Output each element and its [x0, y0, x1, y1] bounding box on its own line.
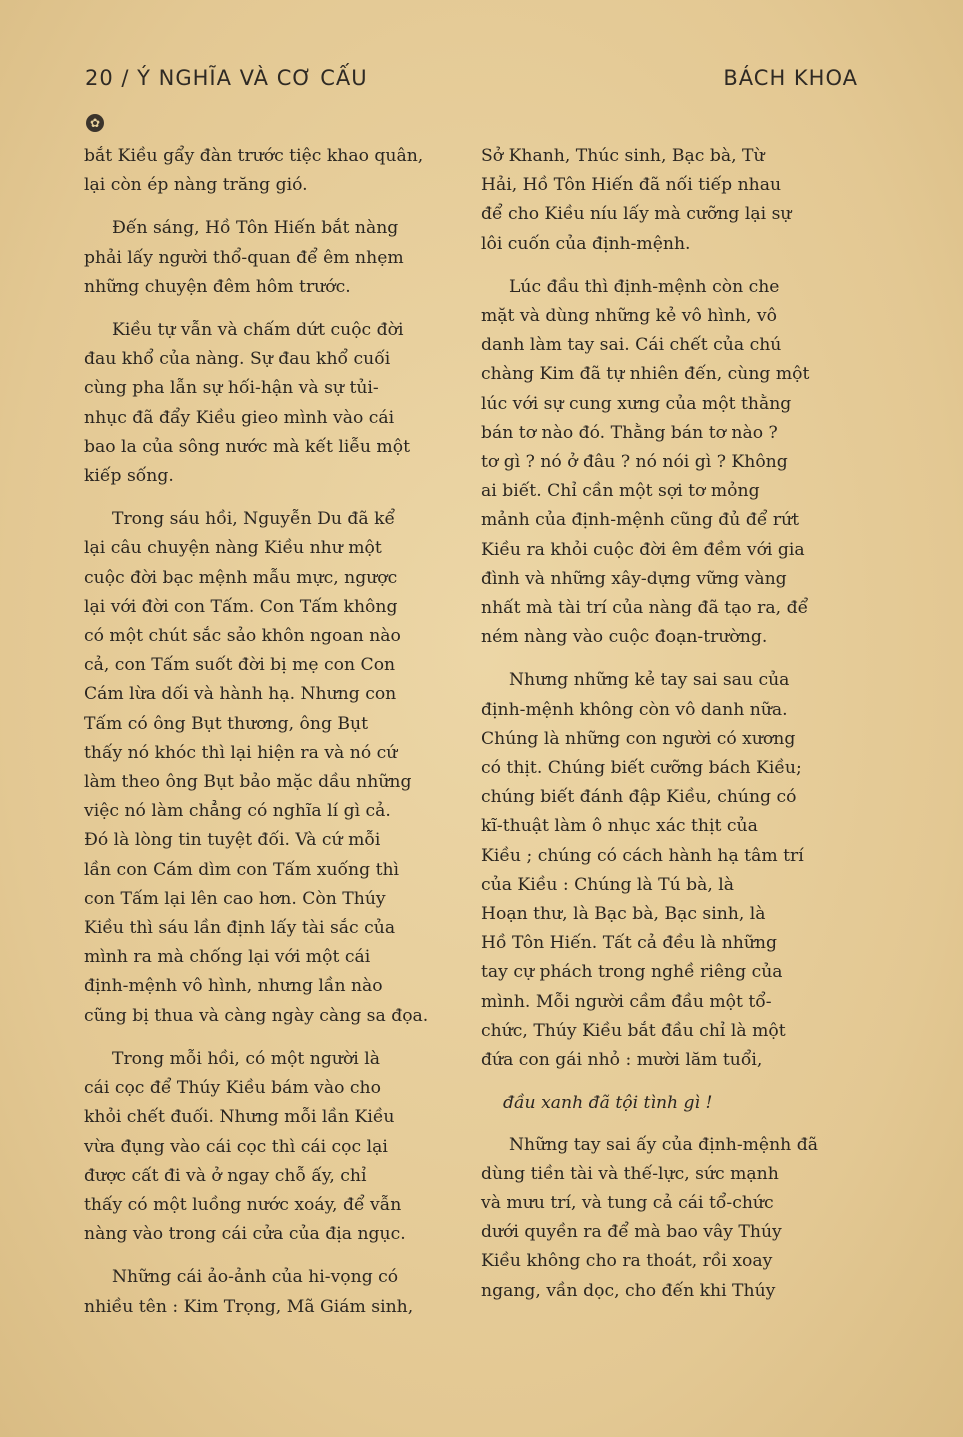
- text-line: Nhưng những kẻ tay sai sau của: [509, 670, 790, 691]
- text-line: tay cự phách trong nghề riêng của: [481, 962, 783, 983]
- text-line: Tấm có ông Bụt thương, ông Bụt: [84, 713, 369, 734]
- text-line: Lúc đầu thì định-mệnh còn che: [509, 276, 780, 297]
- text-line: đứa con gái nhỏ : mười lăm tuổi,: [481, 1050, 763, 1071]
- header-left-title: 20 / Ý NGHĨA VÀ CƠ CẤU: [85, 66, 368, 90]
- paragraph: [481, 1131, 853, 1306]
- header-right-title: BÁCH KHOA: [723, 66, 858, 90]
- paragraph: [481, 142, 853, 259]
- text-line: để cho Kiều níu lấy mà cưỡng lại sự: [481, 204, 792, 225]
- text-line: Những tay sai ấy của định-mệnh đã: [509, 1134, 818, 1155]
- paragraph: [84, 214, 456, 302]
- text-line: và mưu trí, và tung cả cái tổ-chức: [481, 1192, 774, 1213]
- text-line: Đến sáng, Hồ Tôn Hiến bắt nàng: [112, 218, 399, 239]
- text-line: của Kiều : Chúng là Tú bà, là: [481, 874, 735, 895]
- text-line: Trong mỗi hồi, có một người là: [112, 1048, 380, 1069]
- text-line: tơ gì ? nó ở đâu ? nó nói gì ? Không: [481, 452, 788, 473]
- text-line: nhất mà tài trí của nàng đã tạo ra, để: [481, 598, 809, 619]
- text-line: Chúng là những con người có xương: [481, 728, 796, 749]
- quote-line: [481, 1089, 853, 1118]
- text-line: bắt Kiều gẩy đàn trước tiệc khao quân,: [84, 146, 424, 166]
- left-column: [84, 142, 456, 1336]
- text-line: cả, con Tấm suốt đời bị mẹ con Con: [84, 655, 396, 676]
- text-line: Kiều ; chúng có cách hành hạ tâm trí: [481, 845, 804, 866]
- text-line: Kiều ra khỏi cuộc đời êm đềm với gia: [481, 539, 805, 560]
- running-header: [85, 66, 858, 90]
- text-line: lúc với sự cung xưng của một thằng: [481, 393, 792, 414]
- text-line: khỏi chết đuối. Nhưng mỗi lần Kiều: [84, 1107, 395, 1128]
- text-line: Hải, Hồ Tôn Hiến đã nối tiếp nhau: [481, 175, 782, 196]
- text-line: Trong sáu hồi, Nguyễn Du đã kể: [112, 509, 396, 530]
- text-line: cũng bị thua và càng ngày càng sa đọa.: [84, 1005, 429, 1026]
- text-line: danh làm tay sai. Cái chết của chú: [481, 335, 782, 356]
- text-line: đình và những xây-dựng vững vàng: [481, 568, 787, 589]
- text-line: nàng vào trong cái cửa của địa ngục.: [84, 1224, 406, 1245]
- paragraph: [481, 666, 853, 1075]
- text-line: cái cọc để Thúy Kiều bám vào cho: [84, 1078, 381, 1099]
- paragraph: [84, 1045, 456, 1249]
- text-line: lại còn ép nàng trăng gió.: [84, 175, 308, 196]
- text-line: cùng pha lẫn sự hối-hận và sự tủi-: [84, 378, 379, 399]
- text-line: thấy có một luồng nước xoáy, để vẫn: [84, 1194, 402, 1215]
- text-line: phải lấy người thổ-quan để êm nhẹm: [84, 247, 404, 268]
- text-line: thấy nó khóc thì lại hiện ra và nó cứ: [84, 742, 398, 763]
- text-line: ngang, vần dọc, cho đến khi Thúy: [481, 1280, 776, 1301]
- text-line: kĩ-thuật làm ô nhục xác thịt của: [481, 816, 758, 837]
- text-line: lần con Cám dìm con Tấm xuống thì: [84, 859, 400, 880]
- text-line: vừa đụng vào cái cọc thì cái cọc lại: [84, 1136, 388, 1157]
- paragraph: [481, 273, 853, 653]
- text-line: được cất đi và ở ngay chỗ ấy, chỉ: [84, 1165, 367, 1186]
- text-line: định-mệnh vô hình, nhưng lần nào: [84, 976, 383, 997]
- text-line: mặt và dùng những kẻ vô hình, vô: [481, 306, 777, 327]
- text-line: mình. Mỗi người cầm đầu một tổ-: [481, 991, 772, 1012]
- text-line: kiếp sống.: [84, 466, 174, 487]
- text-line: Kiều không cho ra thoát, rồi xoay: [481, 1251, 773, 1272]
- right-column: [481, 142, 853, 1320]
- text-line: Hoạn thư, là Bạc bà, Bạc sinh, là: [481, 904, 766, 925]
- text-line: Kiều tự vẫn và chấm dứt cuộc đời: [112, 320, 404, 341]
- text-line: ai biết. Chỉ cần một sợi tơ mỏng: [481, 481, 760, 502]
- text-line: mảnh của định-mệnh cũng đủ để rứt: [481, 510, 800, 531]
- text-line: cuộc đời bạc mệnh mẫu mực, ngược: [84, 567, 398, 588]
- text-line: lại câu chuyện nàng Kiều như một: [84, 538, 382, 559]
- text-line: đau khổ của nàng. Sự đau khổ cuối: [84, 349, 391, 370]
- text-line: Đó là lòng tin tuyệt đối. Và cứ mỗi: [84, 830, 381, 851]
- text-line: chúng biết đánh đập Kiều, chúng có: [481, 787, 797, 808]
- text-line: đầu xanh đã tội tình gì !: [503, 1093, 713, 1114]
- text-line: chức, Thúy Kiều bắt đầu chỉ là một: [481, 1020, 786, 1041]
- paragraph: [84, 316, 456, 491]
- paragraph: [84, 1263, 456, 1321]
- text-line: định-mệnh không còn vô danh nữa.: [481, 699, 788, 720]
- text-line: mình ra mà chống lại với một cái: [84, 947, 371, 968]
- ornament-icon: ✿: [86, 114, 104, 132]
- text-line: những chuyện đêm hôm trước.: [84, 276, 351, 297]
- text-line: lại với đời con Tấm. Con Tấm không: [84, 596, 398, 617]
- text-line: Những cái ảo-ảnh của hi-vọng có: [112, 1267, 399, 1288]
- text-line: nhục đã đẩy Kiều gieo mình vào cái: [84, 407, 395, 428]
- text-line: Hồ Tôn Hiến. Tất cả đều là những: [481, 933, 778, 954]
- text-line: con Tấm lại lên cao hơn. Còn Thúy: [84, 888, 386, 909]
- text-line: việc nó làm chẳng có nghĩa lí gì cả.: [84, 801, 391, 822]
- text-line: chàng Kim đã tự nhiên đến, cùng một: [481, 364, 810, 385]
- paragraph: [84, 142, 456, 200]
- text-line: bán tơ nào đó. Thằng bán tơ nào ?: [481, 422, 778, 443]
- text-line: ném nàng vào cuộc đoạn-trường.: [481, 627, 768, 648]
- text-line: bao la của sông nước mà kết liễu một: [84, 436, 410, 457]
- text-line: có một chút sắc sảo khôn ngoan nào: [84, 626, 401, 647]
- text-line: nhiều tên : Kim Trọng, Mã Giám sinh,: [84, 1296, 414, 1317]
- text-line: Cám lừa dối và hành hạ. Nhưng con: [84, 684, 397, 705]
- text-line: lôi cuốn của định-mệnh.: [481, 233, 691, 254]
- paragraph: [84, 505, 456, 1031]
- text-line: Kiều thì sáu lần định lấy tài sắc của: [84, 918, 396, 939]
- text-line: Sở Khanh, Thúc sinh, Bạc bà, Từ: [481, 146, 765, 166]
- text-line: làm theo ông Bụt bảo mặc dầu những: [84, 772, 412, 793]
- text-line: dùng tiền tài và thế-lực, sức mạnh: [481, 1163, 779, 1184]
- text-line: dưới quyền ra để mà bao vây Thúy: [481, 1222, 782, 1243]
- text-line: có thịt. Chúng biết cưỡng bách Kiều;: [481, 758, 802, 779]
